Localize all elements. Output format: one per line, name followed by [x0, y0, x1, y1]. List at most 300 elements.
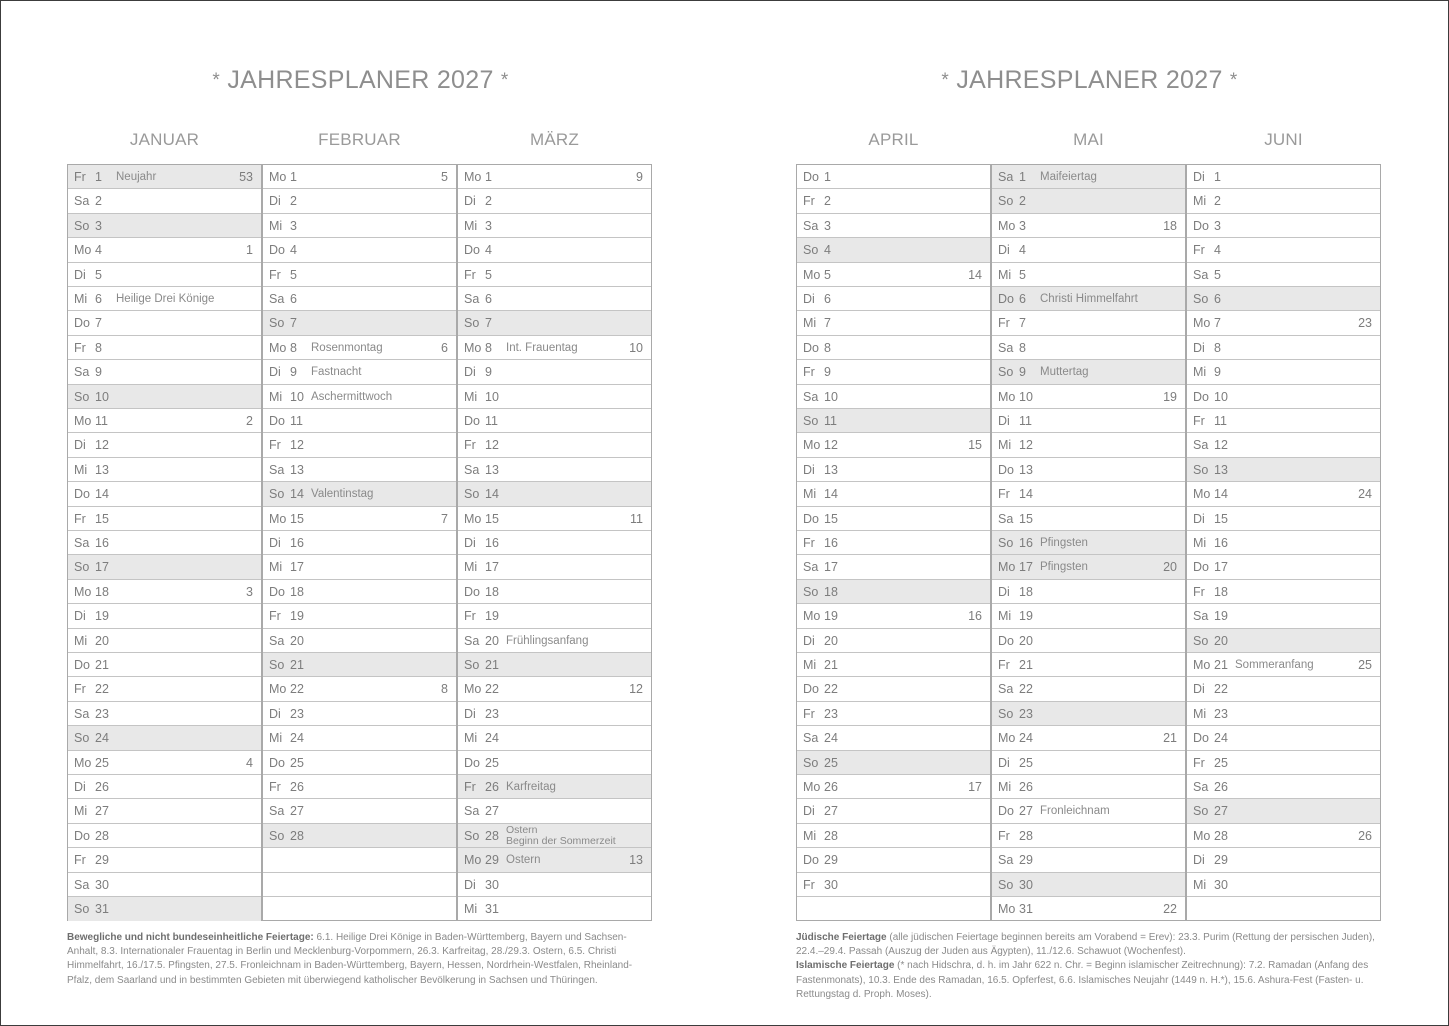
day-row: [263, 433, 456, 457]
day-row: [1187, 507, 1380, 531]
day-number: 30: [95, 877, 109, 892]
weekday: Sa: [269, 292, 285, 306]
holiday-label: Aschermittwoch: [311, 390, 393, 403]
holiday-label: Maifeiertag: [1040, 171, 1097, 183]
day-row: [68, 482, 261, 506]
day-number: 18: [1019, 584, 1033, 599]
day-row: [992, 507, 1185, 531]
weekday: Fr: [1193, 584, 1205, 599]
day-number: 3: [485, 218, 492, 233]
weekday: Fr: [998, 487, 1010, 502]
day-row: [1187, 433, 1380, 457]
weekday: So: [74, 560, 90, 575]
weekday: Fr: [803, 365, 815, 380]
weekday: Mo: [998, 389, 1016, 404]
day-number: 19: [1019, 609, 1033, 624]
day-number: 9: [824, 365, 831, 380]
weekday: Sa: [269, 462, 285, 477]
weekday: Mi: [1193, 536, 1207, 550]
day-number: 13: [485, 462, 499, 477]
day-row: [992, 873, 1185, 897]
empty-row: [263, 873, 456, 897]
day-number: 19: [95, 609, 109, 624]
day-row: [992, 751, 1185, 775]
day-row: [68, 653, 261, 677]
weekday: Mo: [998, 560, 1016, 575]
day-number: 17: [485, 560, 499, 575]
day-row: [992, 580, 1185, 604]
day-number: 26: [1019, 780, 1033, 794]
day-number: 21: [1019, 658, 1033, 672]
week-number: 6: [441, 340, 448, 355]
day-row: [1187, 189, 1380, 213]
day-row: [1187, 799, 1380, 823]
week-number: 9: [636, 170, 643, 184]
day-row: [263, 287, 456, 311]
weekday: Do: [74, 487, 90, 502]
day-row: [797, 433, 990, 457]
day-row: [992, 311, 1185, 335]
weekday: Sa: [269, 633, 285, 648]
day-row: [68, 336, 261, 360]
weekday: Di: [1193, 340, 1205, 355]
month-column: [262, 164, 457, 921]
day-number: 10: [1019, 389, 1033, 404]
weekday: Di: [1193, 511, 1205, 526]
day-row: [1187, 311, 1380, 335]
day-number: 24: [485, 731, 499, 746]
weekday: Di: [803, 804, 815, 819]
month-name: JANUAR: [129, 130, 200, 149]
day-row: [458, 799, 651, 823]
day-row: [797, 311, 990, 335]
day-number: 5: [1019, 267, 1026, 282]
day-number: 29: [1214, 853, 1228, 868]
day-row: [992, 629, 1185, 653]
day-row: [797, 458, 990, 482]
day-row: [992, 848, 1185, 872]
weekday: Mi: [464, 560, 478, 575]
day-number: 13: [95, 462, 109, 477]
day-row: [458, 751, 651, 775]
week-number: 5: [441, 170, 448, 184]
weekday: Di: [803, 462, 815, 477]
weekday: Do: [74, 828, 90, 843]
weekday: So: [803, 755, 819, 770]
day-row: [263, 165, 456, 189]
day-row: [68, 824, 261, 848]
weekday: Mo: [74, 755, 92, 770]
weekday: Di: [1193, 682, 1205, 697]
weekday: Mo: [1193, 828, 1211, 843]
day-number: 21: [824, 658, 838, 672]
day-number: 9: [290, 365, 297, 380]
day-row: [797, 189, 990, 213]
weekday: Mo: [464, 682, 482, 697]
empty-row: [263, 848, 456, 872]
weekday: Do: [269, 414, 285, 428]
week-number: 53: [239, 170, 253, 184]
day-row: [992, 189, 1185, 213]
day-number: 13: [824, 462, 838, 477]
day-row: [992, 604, 1185, 628]
month-column: [457, 164, 652, 921]
day-row: [458, 287, 651, 311]
weekday: Sa: [803, 389, 819, 404]
day-number: 6: [824, 292, 831, 306]
day-row: [263, 531, 456, 555]
page-title: * JAHRESPLANER 2027 *: [941, 66, 1238, 94]
day-number: 19: [824, 609, 838, 624]
day-row: [458, 629, 651, 653]
day-row: [797, 751, 990, 775]
day-row: [1187, 385, 1380, 409]
day-row: [263, 214, 456, 238]
day-number: 29: [824, 853, 838, 868]
day-row: [797, 507, 990, 531]
day-number: 28: [1214, 828, 1228, 843]
day-number: 1: [485, 170, 492, 184]
day-row: [992, 238, 1185, 262]
day-row: [263, 726, 456, 750]
day-number: 25: [290, 755, 304, 770]
day-row: [1187, 336, 1380, 360]
week-number: 21: [1163, 731, 1177, 746]
day-number: 15: [1214, 511, 1228, 526]
day-row: [797, 165, 990, 189]
weekday: Di: [464, 194, 476, 209]
day-row: [992, 555, 1185, 579]
day-number: 27: [1214, 804, 1228, 819]
day-number: 15: [290, 511, 304, 526]
day-number: 8: [1019, 340, 1026, 355]
weekday: Fr: [1193, 755, 1205, 770]
day-number: 28: [290, 828, 304, 843]
day-number: 11: [95, 414, 108, 428]
weekday: Fr: [269, 438, 281, 453]
week-number: 15: [968, 438, 982, 453]
day-number: 20: [1019, 633, 1033, 648]
page-title-text: JAHRESPLANER 2027: [227, 66, 494, 94]
day-number: 14: [95, 487, 109, 502]
weekday: Fr: [1193, 243, 1205, 258]
day-row: [263, 799, 456, 823]
day-row: [263, 360, 456, 384]
weekday: Do: [1193, 560, 1209, 575]
day-row: [992, 263, 1185, 287]
weekday: Mo: [998, 731, 1016, 746]
weekday: Sa: [464, 804, 480, 819]
day-number: 28: [95, 828, 109, 843]
month-name: MÄRZ: [530, 130, 579, 149]
day-row: [458, 775, 651, 799]
day-number: 21: [95, 658, 109, 672]
day-row: [992, 165, 1185, 189]
weekday: So: [1193, 462, 1209, 477]
day-row: [1187, 409, 1380, 433]
weekday: Di: [74, 609, 86, 624]
weekday: So: [998, 706, 1014, 721]
day-row: [263, 653, 456, 677]
day-number: 8: [290, 340, 297, 355]
weekday: So: [998, 194, 1014, 209]
weekday: Fr: [803, 706, 815, 721]
week-number: 18: [1163, 218, 1177, 233]
day-row: [68, 385, 261, 409]
day-row: [458, 507, 651, 531]
day-row: [458, 702, 651, 726]
day-row: [797, 873, 990, 897]
day-number: 9: [1214, 365, 1221, 380]
day-number: 25: [1019, 755, 1033, 770]
day-row: [68, 604, 261, 628]
holiday-line: Ostern: [506, 823, 538, 836]
day-row: [797, 726, 990, 750]
day-number: 7: [1019, 316, 1026, 331]
day-number: 17: [290, 560, 304, 575]
day-row: [458, 726, 651, 750]
day-number: 1: [290, 170, 297, 184]
week-number: 23: [1358, 316, 1372, 331]
weekday: Di: [269, 536, 281, 550]
day-row: [797, 677, 990, 701]
weekday: Mi: [803, 316, 817, 331]
weekday: Sa: [74, 536, 90, 550]
day-row: [458, 336, 651, 360]
day-row: [263, 604, 456, 628]
day-row: [458, 482, 651, 506]
weekday: Sa: [464, 633, 480, 648]
week-number: 1: [246, 243, 253, 258]
day-row: [263, 409, 456, 433]
weekday: Fr: [803, 194, 815, 209]
weekday: Sa: [1193, 438, 1209, 453]
weekday: Fr: [464, 267, 476, 282]
weekday: Fr: [998, 658, 1010, 672]
day-number: 13: [1214, 462, 1228, 477]
weekday: Sa: [1193, 780, 1209, 794]
weekday: Sa: [998, 853, 1014, 868]
weekday: So: [74, 389, 90, 404]
day-row: [992, 385, 1185, 409]
weekday: Mi: [1193, 706, 1207, 721]
day-number: 3: [1214, 218, 1221, 233]
day-number: 23: [95, 706, 109, 721]
weekday: So: [464, 828, 480, 843]
weekday: Do: [269, 584, 285, 599]
day-number: 2: [1214, 194, 1221, 209]
week-number: 4: [246, 755, 253, 770]
weekday: So: [269, 316, 285, 331]
holiday-label: [506, 825, 616, 848]
weekday: Mi: [269, 731, 283, 746]
holiday-label: Christi Himmelfahrt: [1040, 293, 1138, 305]
day-row: [797, 385, 990, 409]
day-row: [263, 263, 456, 287]
day-number: 20: [485, 633, 499, 648]
weekday: So: [464, 316, 480, 331]
weekday: Mo: [269, 340, 287, 355]
note-heading-jewish: Jüdische Feiertage: [796, 932, 887, 943]
day-number: 12: [1019, 438, 1033, 453]
day-number: 10: [824, 389, 838, 404]
weekday: Di: [1193, 853, 1205, 868]
weekday: Di: [464, 365, 476, 380]
day-row: [263, 311, 456, 335]
day-number: 30: [1214, 877, 1228, 892]
day-row: [992, 799, 1185, 823]
weekday: Mi: [269, 389, 283, 404]
day-number: 29: [1019, 853, 1033, 868]
weekday: Mo: [464, 853, 482, 868]
day-row: [1187, 555, 1380, 579]
day-row: [1187, 458, 1380, 482]
day-number: 17: [824, 560, 838, 575]
holiday-label: Fastnacht: [311, 366, 362, 379]
day-number: 15: [95, 511, 109, 526]
day-row: [1187, 653, 1380, 677]
week-number: 25: [1358, 658, 1372, 672]
day-row: [992, 360, 1185, 384]
weekday: Sa: [803, 218, 819, 233]
day-number: 27: [1019, 804, 1033, 819]
holiday-label: Pfingsten: [1040, 561, 1088, 574]
weekday: So: [1193, 804, 1209, 819]
day-number: 11: [485, 414, 498, 428]
week-number: 10: [629, 340, 643, 355]
day-row: [263, 629, 456, 653]
day-number: 30: [824, 877, 838, 892]
day-row: [992, 702, 1185, 726]
day-number: 4: [95, 243, 102, 258]
day-number: 18: [485, 584, 499, 599]
weekday: Fr: [998, 828, 1010, 843]
weekday: So: [269, 658, 285, 672]
weekday: So: [74, 218, 90, 233]
holiday-label: Rosenmontag: [311, 341, 383, 354]
weekday: Do: [998, 633, 1014, 648]
day-number: 7: [485, 316, 492, 331]
day-row: [263, 385, 456, 409]
weekday: Fr: [74, 853, 86, 868]
day-row: [1187, 531, 1380, 555]
weekday: So: [998, 365, 1014, 380]
day-row: [797, 629, 990, 653]
day-number: 5: [1214, 267, 1221, 282]
day-number: 3: [824, 218, 831, 233]
holiday-label: Sommeranfang: [1235, 659, 1314, 671]
weekday: Mo: [998, 902, 1016, 916]
day-number: 2: [95, 194, 102, 209]
weekday: Di: [998, 755, 1010, 770]
weekday: Mo: [74, 243, 92, 258]
day-row: [797, 555, 990, 579]
day-number: 28: [824, 828, 838, 843]
weekday: Mi: [1193, 194, 1207, 209]
day-number: 14: [824, 487, 838, 502]
day-row: [797, 799, 990, 823]
week-number: 16: [968, 609, 982, 624]
weekday: Sa: [803, 560, 819, 575]
day-number: 28: [485, 828, 499, 843]
weekday: So: [269, 487, 285, 502]
weekday: Mi: [464, 389, 478, 404]
weekday: Sa: [1193, 609, 1209, 624]
day-number: 13: [1019, 462, 1033, 477]
empty-row: [1187, 897, 1380, 921]
day-row: [68, 263, 261, 287]
weekday: So: [74, 731, 90, 746]
day-number: 12: [1214, 438, 1228, 453]
note-heading-islamic: Islamische Feiertage: [796, 960, 895, 972]
day-row: [68, 629, 261, 653]
day-number: 24: [1019, 731, 1033, 746]
weekday: Fr: [1193, 414, 1205, 428]
day-number: 10: [95, 389, 109, 404]
day-number: 4: [485, 243, 492, 258]
week-number: 26: [1358, 828, 1372, 843]
day-number: 26: [485, 780, 499, 794]
weekday: Di: [803, 633, 815, 648]
day-number: 16: [485, 536, 499, 550]
weekday: So: [998, 536, 1014, 550]
day-row: [458, 409, 651, 433]
day-row: [68, 507, 261, 531]
day-number: 1: [1019, 170, 1026, 184]
weekday: Di: [998, 243, 1010, 258]
day-number: 1: [824, 170, 831, 184]
day-number: 1: [1214, 170, 1221, 184]
day-number: 4: [824, 243, 831, 258]
weekday: Fr: [464, 438, 476, 453]
day-row: [992, 287, 1185, 311]
day-row: [797, 604, 990, 628]
day-row: [1187, 165, 1380, 189]
day-number: 16: [824, 536, 838, 550]
day-number: 1: [95, 170, 102, 184]
day-number: 3: [95, 218, 102, 233]
day-row: [68, 677, 261, 701]
day-number: 2: [485, 194, 492, 209]
holiday-label: Neujahr: [116, 171, 157, 183]
weekday: So: [803, 414, 819, 428]
weekday: Do: [74, 316, 90, 331]
weekday: Di: [464, 706, 476, 721]
holiday-label: Karfreitag: [506, 781, 556, 793]
day-row: [1187, 702, 1380, 726]
day-number: 23: [824, 706, 838, 721]
day-row: [68, 897, 261, 921]
day-row: [68, 409, 261, 433]
day-number: 22: [95, 682, 109, 697]
day-row: [263, 189, 456, 213]
day-number: 23: [1214, 706, 1228, 721]
day-number: 24: [1214, 731, 1228, 746]
day-row: [992, 897, 1185, 921]
day-number: 16: [1214, 536, 1228, 550]
weekday: Mi: [998, 438, 1012, 453]
weekday: Di: [803, 292, 815, 306]
weekday: Sa: [464, 292, 480, 306]
day-row: [458, 165, 651, 189]
weekday: Mo: [803, 267, 821, 282]
day-number: 3: [290, 218, 297, 233]
day-row: [992, 775, 1185, 799]
month-name: JUNI: [1264, 130, 1303, 149]
weekday: Sa: [1193, 267, 1209, 282]
day-number: 26: [824, 780, 838, 794]
day-row: [68, 848, 261, 872]
